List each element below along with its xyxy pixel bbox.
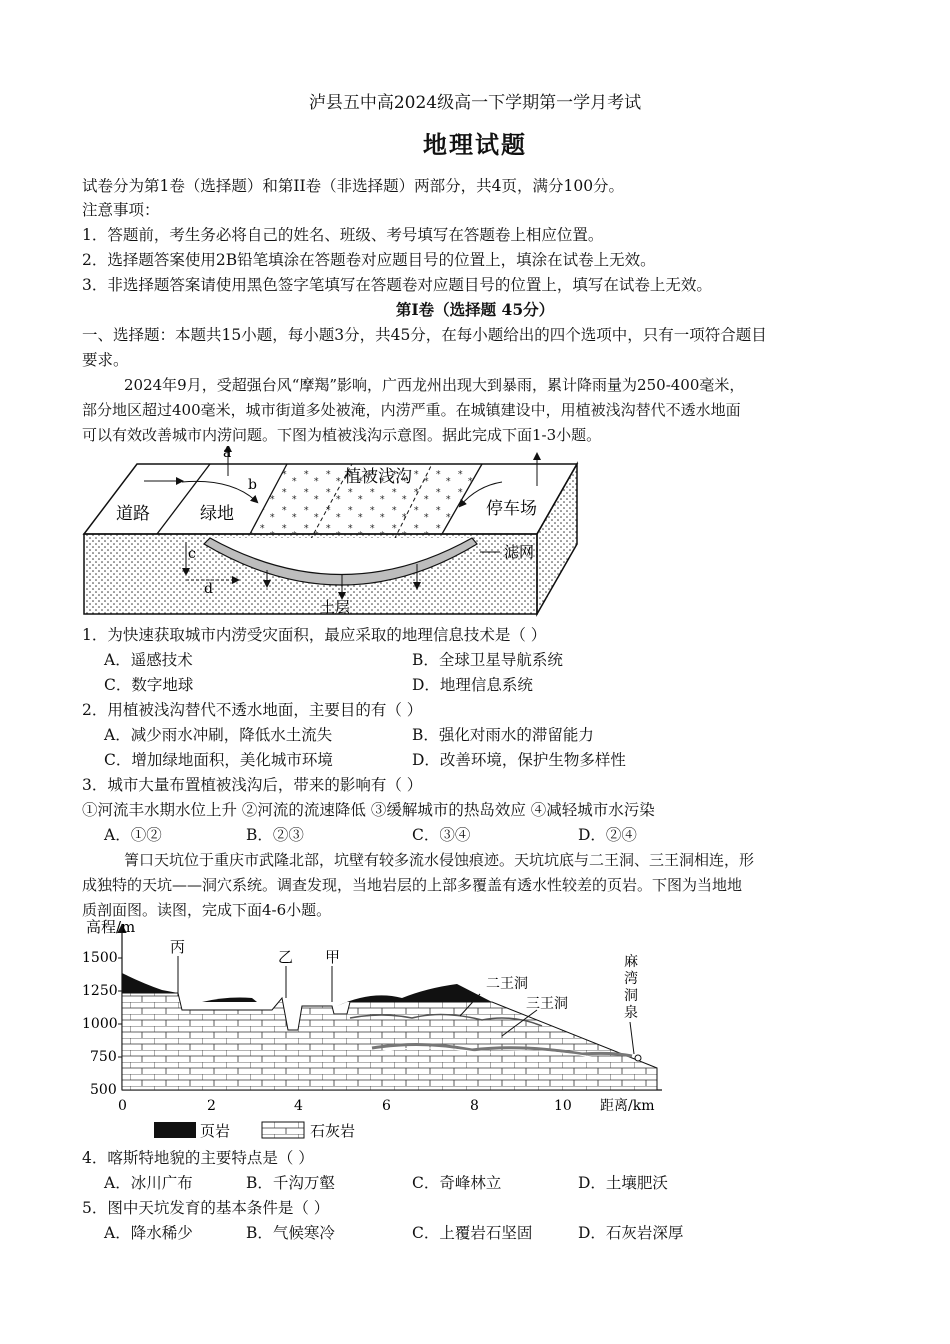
label-sanwang-cave: 三王洞: [526, 996, 568, 1012]
option-a: A．减少雨水冲刷，降低水土流失: [104, 726, 333, 744]
label-spring: 泉: [624, 1005, 638, 1021]
legend-shale: 页岩: [200, 1122, 231, 1140]
x-tick: 8: [470, 1098, 479, 1114]
label-yi: 乙: [278, 948, 294, 966]
option-b: B．②③: [246, 826, 304, 844]
label-erwang-cave: 二王洞: [486, 976, 528, 992]
y-tick: 1000: [82, 1016, 118, 1032]
legend-limestone: 石灰岩: [310, 1122, 356, 1140]
option-b: B．气候寒冷: [246, 1224, 335, 1242]
notice-label: 注意事项：: [82, 201, 160, 219]
option-c: C．增加绿地面积，美化城市环境: [104, 751, 333, 769]
label-d: d: [204, 581, 213, 597]
option-d: D．石灰岩深厚: [578, 1224, 684, 1242]
y-axis-label: 高程/m: [86, 918, 136, 936]
label-spring: 湾: [624, 971, 638, 987]
option-a: A．冰川广布: [104, 1174, 193, 1192]
option-c: C．数字地球: [104, 676, 194, 694]
label-spring: 麻: [624, 954, 638, 970]
exam-title: 泸县五中高2024级高一下学期第一学月考试: [308, 93, 642, 113]
label-a: a: [223, 446, 232, 461]
x-tick: 0: [118, 1098, 127, 1114]
passage-text: 2024年9月，受超强台风“摩羯”影响，广西龙州出现大到暴雨，累计降雨量为250-400毫米，: [124, 376, 745, 394]
label-parking: 停车场: [486, 499, 537, 519]
x-axis-label: 距离/km: [600, 1098, 655, 1114]
label-jia: 甲: [325, 948, 341, 966]
option-c: C．③④: [412, 826, 471, 844]
subject-title: 地理试题: [423, 130, 527, 159]
option-c: C．奇峰林立: [412, 1174, 502, 1192]
y-tick: 750: [90, 1049, 117, 1065]
label-c: c: [188, 546, 196, 562]
passage-text: 成独特的天坑——洞穴系统。调查发现，当地岩层的上部多覆盖有透水性较差的页岩。下图为当地地: [82, 876, 743, 894]
question-stem: 3．城市大量布置植被浅沟后，带来的影响有（ ）: [82, 776, 423, 794]
legend-shale-swatch: [154, 1122, 196, 1138]
label-b: b: [248, 477, 257, 493]
label-spring: 洞: [624, 988, 638, 1004]
label-bing: 丙: [170, 938, 186, 956]
label-soil: 土层: [320, 598, 351, 616]
label-swale: 植被浅沟: [344, 467, 412, 487]
y-tick: 500: [90, 1082, 117, 1098]
y-tick: 1250: [82, 983, 118, 999]
option-d: D．地理信息系统: [412, 676, 533, 694]
label-green: 绿地: [200, 504, 234, 524]
question-stem: 4．喀斯特地貌的主要特点是（ ）: [82, 1149, 314, 1167]
option-a: A．遥感技术: [104, 651, 193, 669]
passage-text: 质剖面图。读图，完成下面4-6小题。: [82, 901, 332, 919]
option-b: B．全球卫星导航系统: [412, 651, 563, 669]
option-a: A．降水稀少: [104, 1224, 193, 1242]
question-items: ①河流丰水期水位上升 ②河流的流速降低 ③缓解城市的热岛效应 ④减轻城市水污染: [82, 801, 655, 819]
option-a: A．①②: [104, 826, 162, 844]
section-instruction: 要求。: [82, 351, 129, 369]
label-filter: 滤网: [504, 543, 535, 561]
notice-item: 1．答题前，考生务必将自己的姓名、班级、考号填写在答题卷上相应位置。: [82, 226, 604, 244]
x-tick: 4: [294, 1098, 303, 1114]
passage-text: 部分地区超过400毫米，城市街道多处被淹，内涝严重。在城镇建设中，用植被浅沟替代不透水地面: [82, 401, 741, 419]
option-c: C．上覆岩石坚固: [412, 1224, 533, 1242]
option-d: D．改善环境，保护生物多样性: [412, 751, 626, 769]
question-stem: 5．图中天坑发育的基本条件是（ ）: [82, 1199, 330, 1217]
notice-item: 2．选择题答案使用2B铅笔填涂在答题卷对应题目号的位置上，填涂在试卷上无效。: [82, 251, 656, 269]
passage-text: 可以有效改善城市内涝问题。下图为植被浅沟示意图。据此完成下面1-3小题。: [82, 426, 602, 444]
y-tick: 1500: [82, 950, 118, 966]
notice-item: 3．非选择题答案请使用黑色签字笔填写在答题卷对应题目号的位置上，填写在试卷上无效。: [82, 276, 712, 294]
label-road: 道路: [116, 504, 150, 524]
swale-diagram: [82, 446, 582, 618]
exam-intro: 试卷分为第1卷（选择题）和第II卷（非选择题）两部分，共4页，满分100分。: [82, 177, 625, 195]
option-d: D．土壤肥沃: [578, 1174, 668, 1192]
passage-text: 箐口天坑位于重庆市武隆北部，坑壁有较多流水侵蚀痕迹。天坑坑底与二王洞、三王洞相连，形: [124, 851, 755, 869]
option-b: B．强化对雨水的滞留能力: [412, 726, 594, 744]
section-instruction: 一、选择题：本题共15小题，每小题3分，共45分，在每小题给出的四个选项中，只有一项符合题目: [82, 326, 767, 344]
section-title: 第I卷（选择题 45分）: [395, 300, 555, 319]
question-stem: 1．为快速获取城市内涝受灾面积，最应采取的地理信息技术是（ ）: [82, 626, 547, 644]
option-b: B．千沟万壑: [246, 1174, 335, 1192]
x-tick: 6: [382, 1098, 391, 1114]
legend-limestone-swatch: [262, 1122, 304, 1138]
x-tick: 10: [554, 1098, 572, 1114]
geological-profile: [82, 918, 682, 1148]
option-d: D．②④: [578, 826, 637, 844]
question-stem: 2．用植被浅沟替代不透水地面，主要目的有（ ）: [82, 701, 423, 719]
x-tick: 2: [207, 1098, 216, 1114]
